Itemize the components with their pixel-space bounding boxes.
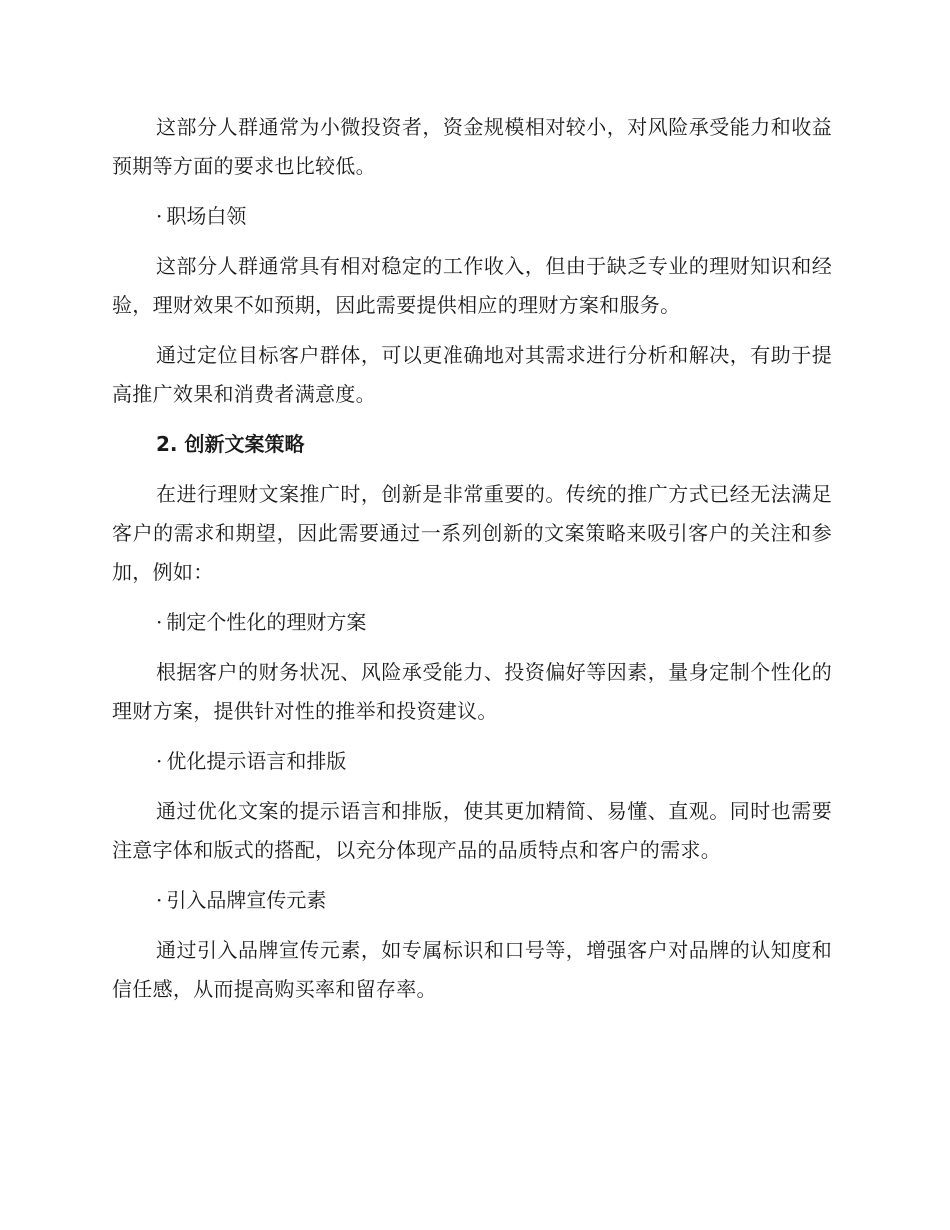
section-heading-innovative-copy: 2. 创新文案策略: [156, 432, 305, 456]
paragraph-target-customers: 通过定位目标客户群体，可以更准确地对其需求进行分析和解决，有助于提高推广效果和消费者满意度。: [112, 343, 832, 406]
bullet-dot: ·: [156, 749, 163, 773]
bullet-label: 优化提示语言和排版: [166, 749, 347, 773]
bullet-dot: ·: [156, 610, 163, 634]
bullet-dot: ·: [156, 204, 163, 228]
bullet-dot: ·: [156, 888, 163, 912]
paragraph-optimize-language: 通过优化文案的提示语言和排版，使其更加精简、易懂、直观。同时也需要注意字体和版式的搭配，以充分体现产品的品质特点和客户的需求。: [112, 799, 832, 862]
bullet-optimize-language: [112, 742, 832, 781]
bullet-label: 引入品牌宣传元素: [166, 888, 327, 912]
paragraph-innovation-intro: 在进行理财文案推广时，创新是非常重要的。传统的推广方式已经无法满足客户的需求和期望，因此需要通过一系列创新的文案策略来吸引客户的关注和参加，例如：: [112, 482, 832, 584]
bullet-label: 职场白领: [166, 204, 247, 228]
paragraph-brand-elements: 通过引入品牌宣传元素，如专属标识和口号等，增强客户对品牌的认知度和信任感，从而提高购买率和留存率。: [112, 938, 832, 1001]
bullet-brand-elements: [112, 881, 832, 920]
bullet-white-collar: [112, 197, 832, 236]
paragraph-personalized-plan: 根据客户的财务状况、风险承受能力、投资偏好等因素，量身定制个性化的理财方案，提供针对性的推举和投资建议。: [112, 660, 832, 723]
document-page: [112, 108, 832, 1020]
bullet-label: 制定个性化的理财方案: [166, 610, 367, 634]
paragraph-small-investors: 这部分人群通常为小微投资者，资金规模相对较小，对风险承受能力和收益预期等方面的要求也比较低。: [112, 115, 832, 178]
paragraph-white-collar: 这部分人群通常具有相对稳定的工作收入，但由于缺乏专业的理财知识和经验，理财效果不如预期，因此需要提供相应的理财方案和服务。: [112, 254, 832, 317]
bullet-personalized-plan: [112, 603, 832, 642]
